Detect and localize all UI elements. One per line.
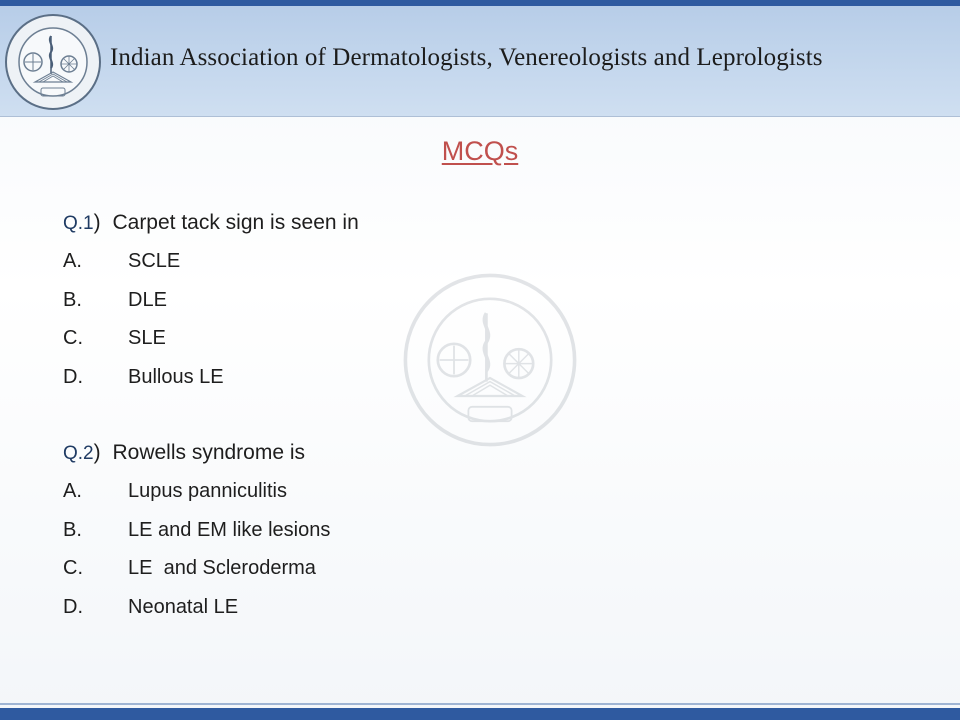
slide-title: MCQs <box>441 136 519 166</box>
question-1-option-c: C. SLE <box>63 327 166 349</box>
question-1-stem <box>63 208 359 246</box>
question-1-option-d: D. Bullous LE <box>63 365 224 388</box>
bottom-accent-strip <box>0 708 960 720</box>
question-1 <box>63 208 359 400</box>
question-2 <box>63 438 330 630</box>
question-1-text: Carpet tack sign is seen in <box>112 211 359 234</box>
association-seal-watermark-icon <box>400 270 580 450</box>
question-2-option-d: D. Neonatal LE <box>63 595 239 618</box>
question-1-option-b: B. DLE <box>63 288 167 311</box>
question-2-text: Rowells syndrome is <box>112 441 306 464</box>
question-2-option-b: B. LE and EM like lesions <box>63 518 331 541</box>
question-1-option-a: A. SCLE <box>63 250 181 272</box>
question-2-stem <box>63 438 330 476</box>
question-2-option-a: A. Lupus panniculitis <box>63 480 287 502</box>
header-title: Indian Association of Dermatologists, Venereologists and Leprologists <box>110 44 823 71</box>
bottom-divider <box>0 703 960 705</box>
question-2-option-c: C. LE and Scleroderma <box>63 557 316 579</box>
slide-header <box>0 6 960 117</box>
question-2-number: Q.2) <box>63 441 101 464</box>
question-1-number: Q.1) <box>63 211 101 234</box>
association-seal-icon <box>3 12 103 112</box>
